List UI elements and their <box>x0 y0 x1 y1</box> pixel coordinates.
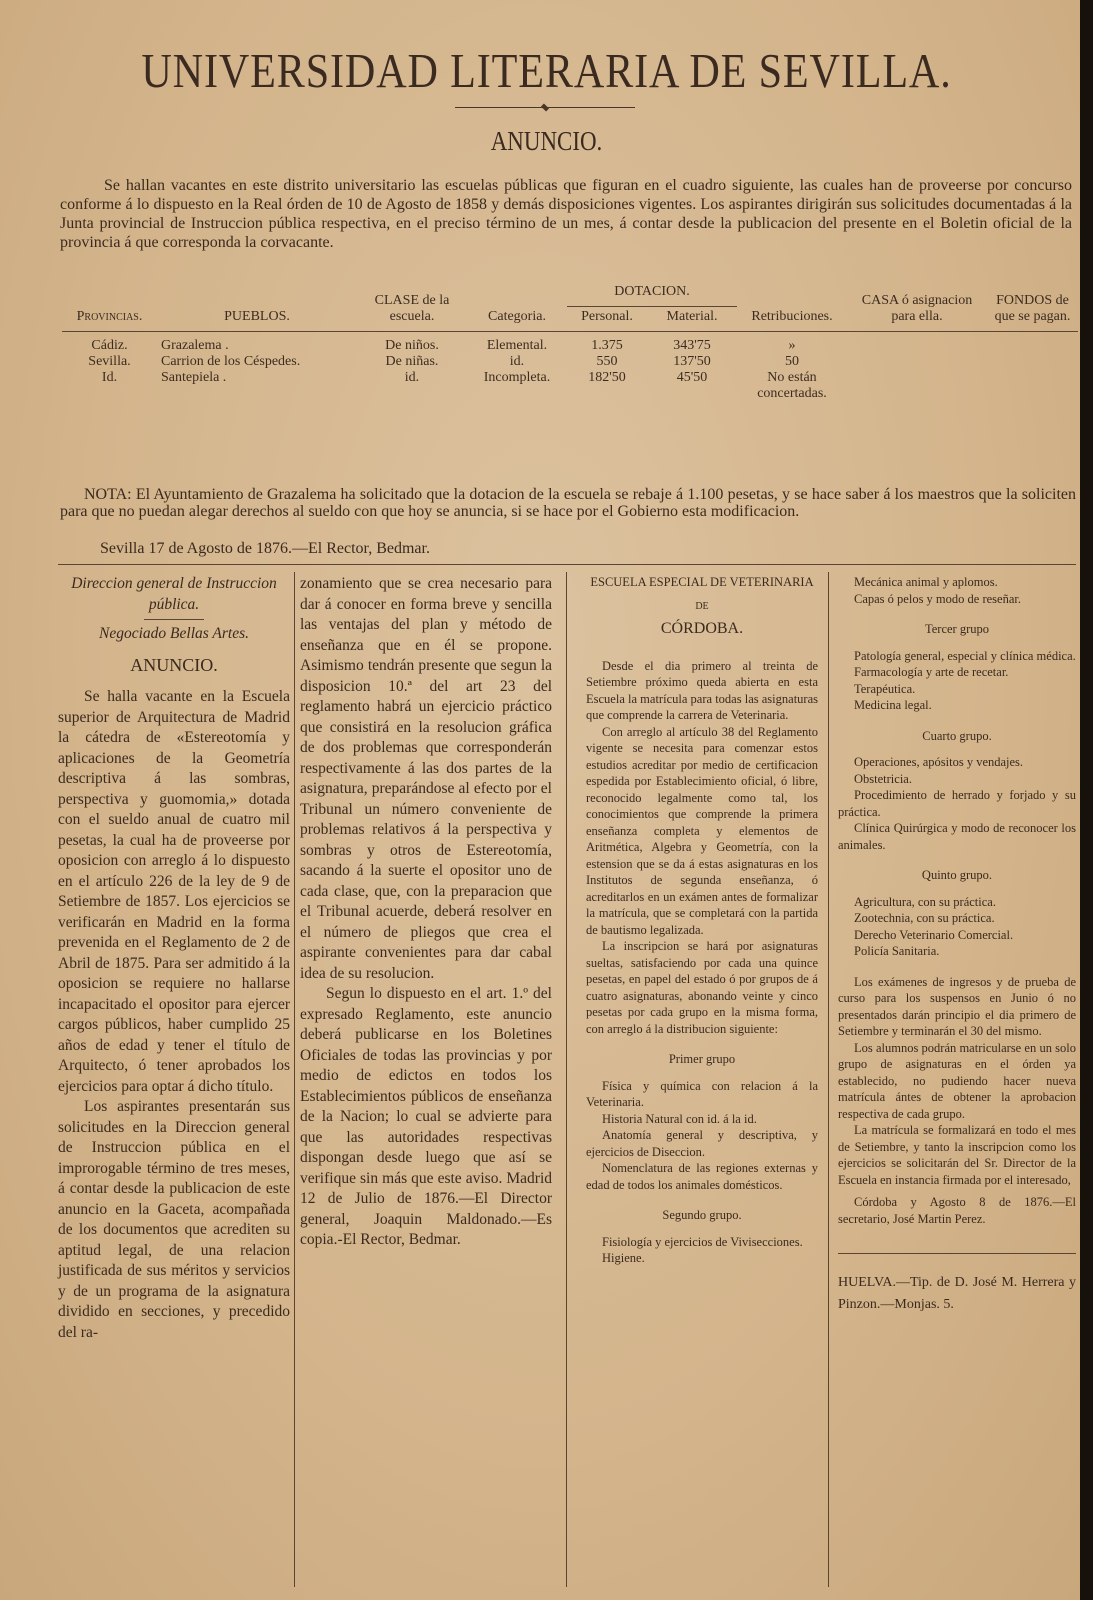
group-heading: Primer grupo <box>668 1052 736 1066</box>
list-item: Obstetricia. <box>854 771 912 786</box>
cell-clase: De niñas. <box>385 354 439 369</box>
paragraph: Se halla vacante en la Escuela superior de Arquitectura de Madrid la cátedra de «Estereotomía y aplicaciones de la Geometría descriptiva á las sombras, perspectiva y guomomia,» dotada con el sueldo anual de cuatro mil pesetas, la cual ha de proveerse por oposicion con arreglo á lo dispuesto en el artículo 226 de la ley de 9 de Setiembre de 1857. Los ejercicios se verificarán en Madrid en la forma prevenida en el Reglamento de 2 de Abril de 1875. Para ser admitido á la oposicion se requiere no hallarse incapacitado el opositor para ejercer cargos públicos, haber cumplido 25 años de edad y tener el título de Arquitecto, ó tener aprobados los ejercicios para optar á dicho título. <box>58 688 290 1095</box>
cell-pueblo: Carrion de los Céspedes. <box>161 354 301 369</box>
nota-label: NOTA: <box>84 486 132 503</box>
cell-fondos <box>987 338 1078 354</box>
header-categoria: Categoria. <box>488 309 546 324</box>
paragraph: Los alumnos podrán matricularse en un solo grupo de asignaturas en el órden ya establecido, no pudiendo hacer nueva matrícula ántes de obtener la aprobacion respectiva de cada grupo. <box>838 1040 1076 1121</box>
list-item: Anatomía general y descriptiva, y ejercicios de Diseccion. <box>586 1128 818 1159</box>
list-item: Física y química con relacion á la Veterinaria. <box>586 1078 818 1109</box>
nota-block <box>60 486 1076 520</box>
paragraph: Desde el dia primero al treinta de Setiembre próximo queda abierta en esta Escuela la matrícula para todas las asignaturas que comprende la carrera de Veterinaria. <box>586 658 818 722</box>
list-item: Agricultura, con su práctica. <box>854 894 996 909</box>
group-heading: Tercer grupo <box>924 622 990 636</box>
header-retribuciones: Retribuciones. <box>751 309 833 324</box>
cell-casa <box>847 370 987 402</box>
cell-casa <box>847 354 987 370</box>
column-bellas-artes-cont <box>300 574 552 1251</box>
list-item: Nomenclatura de las regiones externas y edad de todos los animales domésticos. <box>586 1161 818 1192</box>
separator <box>144 619 204 620</box>
list-item: Mecánica animal y aplomos. <box>854 575 998 589</box>
ornament-divider <box>455 104 635 112</box>
intro-paragraph: Se hallan vacantes en este distrito universitario las escuelas públicas que figuran en el cuadro siguiente, las cuales han de proveerse por concurso conforme á lo dispuesto en la Real órden de 10 de Agosto de 1858 y demás disposiciones vigentes. Los aspirantes dirigirán sus solicitudes documentadas á la Junta provincial de Instruccion pública respectiva, en el preciso término de un mes, á contar desde la publicacion del presente en el Boletin oficial de la provincia á que corresponda la corvacante. <box>60 177 1072 251</box>
school-de: DE <box>695 600 709 612</box>
column-rule <box>566 572 567 1587</box>
cell-fondos <box>987 354 1078 370</box>
cell-categoria: Elemental. <box>486 338 548 353</box>
cell-personal: 1.375 <box>591 338 623 353</box>
paragraph: Córdoba y Agosto 8 de 1876.—El secretario, José Martin Perez. <box>838 1195 1076 1226</box>
school-city: CÓRDOBA. <box>660 620 744 637</box>
cell-retribuciones: No están concertadas. <box>757 370 827 401</box>
cell-material: 343'75 <box>673 338 711 353</box>
anuncio-subheading: ANUNCIO. <box>130 654 218 675</box>
rector-signature: Sevilla 17 de Agosto de 1876.—El Rector, Bedmar. <box>100 540 430 557</box>
cell-material: 45'50 <box>676 370 708 385</box>
group-heading: Cuarto grupo. <box>922 728 992 743</box>
school-heading: ESCUELA ESPECIAL DE VETERINARIA <box>590 575 814 589</box>
list-item: Historia Natural con id. á la id. <box>602 1111 757 1126</box>
table-row <box>62 354 1078 370</box>
column-rule <box>294 572 295 1587</box>
paragraph: Los exámenes de ingresos y de prueba de curso para los suspensos en Junio ó no presentados darán principio el dia primero de Setiembre y terminarán el 30 del mismo. <box>838 974 1076 1038</box>
paragraph: Los aspirantes presentarán sus solicitudes en la Direccion general de Instruccion pública en el improrogable término de tres meses, á contar desde la publicacion de este anuncio en la Gaceta, acompañada de los documentos que acrediten su aptitud legal, de una relacion justificada de sus méritos y servicios y de un programa de la asignatura dividido en secciones, y precedido del ra- <box>58 1098 290 1341</box>
header-pueblos: PUEBLOS. <box>224 309 290 324</box>
cell-clase: id. <box>404 370 420 385</box>
section-heading: Negociado Bellas Artes. <box>99 625 249 642</box>
vacancies-table <box>62 282 1078 402</box>
header-provincias: Provincias. <box>76 309 143 324</box>
list-item: Higiene. <box>602 1251 645 1265</box>
group-heading: Segundo grupo. <box>662 1208 742 1222</box>
header-clase: CLASE de la escuela. <box>374 293 450 324</box>
nota-text: El Ayuntamiento de Grazalema ha solicitado que la dotacion de la escuela se rebaje á 1.100 pesetas, y se hace saber á los maestros que la soliciten para que no puedan alegar derechos al sueldo con que hoy se anuncia, si se hace por el Gobierno esta modificacion. <box>60 486 1076 520</box>
cell-personal: 550 <box>596 354 618 369</box>
column-veterinaria-cont <box>838 574 1076 1316</box>
paragraph: Segun lo dispuesto en el art. 1.º del expresado Reglamento, este anuncio deberá publicarse en los Boletines Oficiales de todas las provincias y por medio de edictos en todos los Establecimientos públicos de enseñanza de la Nacion; lo cual se advierte para que las autoridades respectivas dispongan desde luego que así se verifique sin más que este aviso. Madrid 12 de Julio de 1876.—El Director general, Joaquin Maldonado.—Es copia.-El Rector, Bedmar. <box>300 985 552 1248</box>
cell-pueblo: Grazalema . <box>161 338 229 353</box>
column-bellas-artes <box>58 574 290 1343</box>
cell-clase: De niños. <box>385 338 439 353</box>
list-item: Fisiología y ejercicios de Vivisecciones. <box>602 1234 803 1249</box>
header-dotacion: DOTACION. <box>567 282 737 307</box>
list-item: Medicina legal. <box>854 698 932 712</box>
list-item: Terapéutica. <box>854 681 916 696</box>
list-item: Farmacología y arte de recetar. <box>854 665 1009 679</box>
cell-retribuciones: » <box>788 338 796 353</box>
cell-material: 137'50 <box>673 354 711 369</box>
paragraph: zonamiento que se crea necesario para dar á conocer en forma breve y sencilla las ventajas del plan y método de enseñanza que en él se propone. Asimismo tendrán presente que segun la disposicion 10.ª del art 23 del reglamento habrá un ejercicio práctico que consistirá en la resolucion gráfica de dos problemas que corresponderán respectivamente á las dos partes de la asignatura, preparándose al efecto por el Tribunal un número conveniente de problemas relativos á la perspectiva y sombras y otros de Estereotomía, sacando á la suerte el opositor uno de cada clase, que, con la preparacion que el Tribunal acuerde, deberá resolver en el número de pliegos que crea el aspirante convenientes para dar cabal idea de su resolucion. <box>300 575 552 982</box>
cell-pueblo: Santepiela . <box>161 370 227 385</box>
cell-provincia: Cádiz. <box>91 338 128 353</box>
list-item: Zootechnia, con su práctica. <box>854 911 995 925</box>
paragraph: Con arreglo al artículo 38 del Reglamento vigente se necesita para comenzar estos estudios acreditar por medio de certificacion espedida por Establecimiento oficial, ó libre, reconocido legalmente como tal, los conocimientos que comprende la primera enseñanza completa y elementos de Aritmética, Algebra y Geometría, con la estension que se da á estas asignaturas en los Institutos de segunda enseñanza, ó acreditarlos en un exámen antes de formalizar la matrícula, que se completará con la partida de bautismo legalizada. <box>586 724 818 937</box>
list-item: Derecho Veterinario Comercial. <box>854 927 1014 942</box>
cell-provincia: Sevilla. <box>88 354 131 369</box>
header-casa: CASA ó asignacion para ella. <box>861 293 973 324</box>
dept-heading: Direccion general de Instruccion pública. <box>71 575 277 613</box>
list-item: Clínica Quirúrgica y modo de reconocer los animales. <box>838 821 1076 852</box>
separator <box>838 1253 1076 1254</box>
list-item: Operaciones, apósitos y vendajes. <box>854 755 1024 769</box>
cell-categoria: id. <box>509 354 525 369</box>
header-material: Material. <box>666 309 718 324</box>
cell-retribuciones: 50 <box>785 354 799 369</box>
list-item: Patología general, especial y clínica médica. <box>854 648 1076 663</box>
cell-provincia: Id. <box>101 370 118 385</box>
page-edge-shadow <box>1080 0 1093 1600</box>
cell-categoria: Incompleta. <box>483 370 551 385</box>
printer-imprint: HUELVA.—Tip. de D. José M. Herrera y Pinzon.—Monjas. 5. <box>838 1275 1076 1312</box>
header-personal: Personal. <box>581 309 633 324</box>
group-heading: Quinto grupo. <box>921 868 993 882</box>
header-fondos: FONDOS de que se pagan. <box>994 293 1071 324</box>
section-divider <box>58 564 1076 565</box>
column-veterinaria <box>586 574 818 1267</box>
paragraph: La matrícula se formalizará en todo el mes de Setiembre, y tanto la inscripcion como los ejercicios se solicitarán del Sr. Director de la Escuela en instancia firmada por el interesado, <box>838 1123 1076 1187</box>
list-item: Procedimiento de herrado y forjado y su práctica. <box>838 788 1076 819</box>
list-item: Policía Sanitaria. <box>854 944 940 958</box>
cell-personal: 182'50 <box>588 370 626 385</box>
anuncio-heading: ANUNCIO. <box>490 126 603 156</box>
column-rule <box>828 572 829 1587</box>
table-row <box>62 370 1078 402</box>
table-row <box>62 338 1078 354</box>
cell-casa <box>847 338 987 354</box>
masthead-title: UNIVERSIDAD LITERARIA DE SEVILLA. <box>141 43 952 98</box>
list-item: Capas ó pelos y modo de reseñar. <box>854 591 1021 606</box>
cell-fondos <box>987 370 1078 402</box>
paragraph: La inscripcion se hará por asignaturas sueltas, satisfaciendo por cada una quince pesetas, en papel del estado ó por grupos de á cuatro asignaturas, abonando veinte y cinco pesetas por cada grupo en la misma forma, con arreglo á la distribucion siguiente: <box>586 939 818 1036</box>
